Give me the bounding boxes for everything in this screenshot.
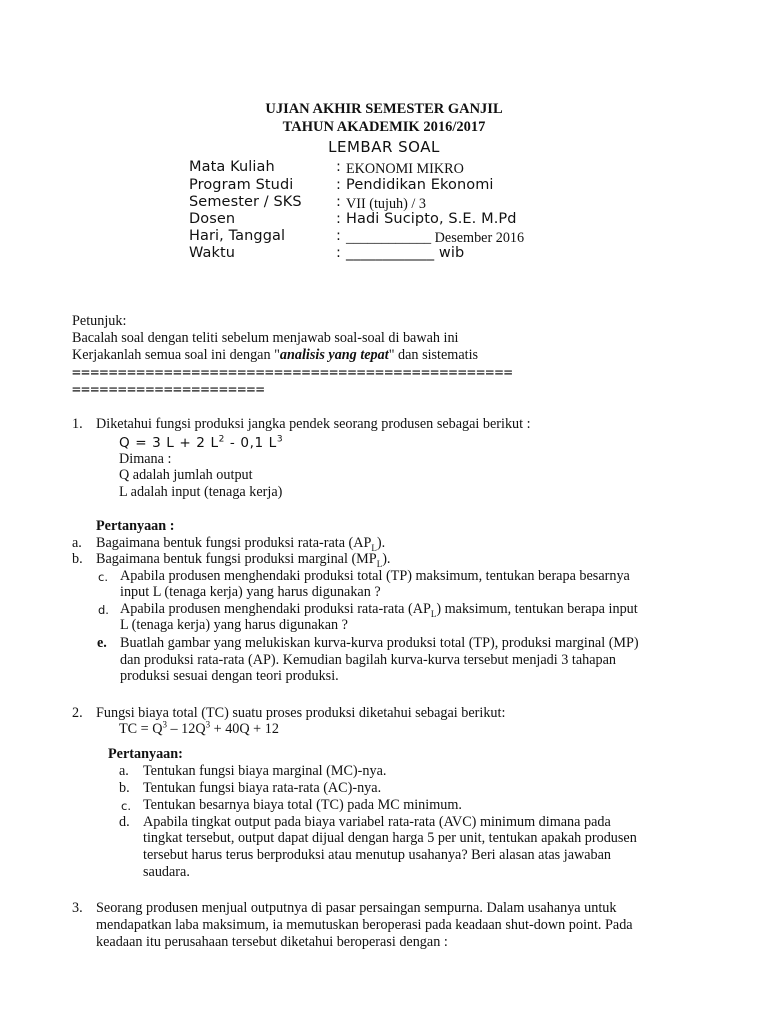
question-number: 2. [72,705,83,721]
sub-question-cont: L (tenaga kerja) yang harus digunakan ? [120,617,348,633]
questions-heading: Pertanyaan : [96,518,175,534]
question-text-cont: mendapatkan laba maksimum, ia memutuskan beroperasi pada keadaan shut-down point. Pada [96,917,633,933]
info-value-program: Pendidikan Ekonomi [346,177,494,193]
item-mark: d. [98,603,109,617]
exam-title: UJIAN AKHIR SEMESTER GANJIL [265,101,503,117]
info-label: Mata Kuliah [189,159,275,175]
sub-question: Apabila produsen menghendaki produksi total (TP) maksimum, tentukan berapa besarnya [120,568,630,584]
info-label: Dosen [189,211,236,227]
info-value-semester: VII (tujuh) / 3 [346,196,426,212]
info-colon: : [336,177,341,193]
info-colon: : [336,194,341,210]
info-colon: : [336,159,341,175]
item-mark: e. [97,635,107,651]
info-colon: : [336,211,341,227]
sheet-title: LEMBAR SOAL [328,138,440,156]
question-text: Diketahui fungsi produksi jangka pendek seorang produsen sebagai berikut : [96,416,531,432]
question-number: 1. [72,416,83,432]
emphasis-text: analisis yang tepat [279,347,389,363]
item-mark: a. [119,763,129,779]
instructions-line: Kerjakanlah semua soal ini dengan "analisis yang tepat" dan sistematis [72,347,479,363]
question-text: Fungsi biaya total (TC) suatu proses produksi diketahui sebagai berikut: [96,705,506,721]
info-label: Hari, Tanggal [189,228,286,244]
definition-line: L adalah input (tenaga kerja) [119,484,283,500]
question-text: Seorang produsen menjual outputnya di pasar persaingan sempurna. Dalam usahanya untuk [96,900,617,916]
info-value-course: EKONOMI MIKRO [346,161,464,177]
academic-year: TAHUN AKADEMIK 2016/2017 [282,119,486,135]
sub-question: Tentukan fungsi biaya marginal (MC)-nya. [143,763,387,779]
info-colon: : [336,228,341,244]
divider-rule: ================================================ [72,364,513,381]
sub-question: Tentukan fungsi biaya rata-rata (AC)-nya. [143,780,382,796]
sub-question-cont: saudara. [143,864,190,880]
sub-question-cont: input L (tenaga kerja) yang harus digunakan ? [120,584,381,600]
sub-question-cont: tingkat tersebut, output dapat dijual dengan harga 5 per unit, tentukan apakah produsen [143,830,637,846]
item-mark: c. [121,799,131,813]
sub-question: Bagaimana bentuk fungsi produksi marginal $(MP_L)$. [96,551,391,569]
sub-question-cont: tersebut harus terus berproduksi atau menutup usahanya? Beri alasan atas jawaban [143,847,612,863]
info-colon: : [336,245,341,261]
sub-question-cont: dan produksi rata-rata (AP). Kemudian bagilah kurva-kurva tersebut menjadi 3 tahapan [120,652,616,668]
sub-question: Apabila produsen menghendaki produksi rata-rata $(AP_L)$ maksimum, tentukan berapa input [120,601,638,619]
instructions-line: Bacalah soal dengan teliti sebelum menjawab soal-soal di bawah ini [72,330,459,346]
sub-question: Buatlah gambar yang melukiskan kurva-kurva produksi total (TP), produksi marginal (MP) [120,635,639,651]
definition-heading: Dimana : [119,451,172,467]
item-mark: b. [72,551,83,567]
info-label: Semester / SKS [189,194,302,210]
info-value-lecturer: Hadi Sucipto, S.E. M.Pd [346,211,517,227]
info-value-time: ____________ wib [346,245,465,261]
info-label: Program Studi [189,177,294,193]
instructions-heading: Petunjuk: [72,313,127,329]
sub-question: Apabila tingkat output pada biaya variabel rata-rata (AVC) minimum dimana pada [143,814,611,830]
cost-function: TC = $Q^3 - 12Q^3 + 40Q + 12$ [119,719,279,737]
item-mark: a. [72,535,82,551]
sub-question-cont: produksi sesuai dengan teori produksi. [120,668,339,684]
questions-heading: Pertanyaan: [108,746,183,762]
item-mark: b. [119,780,130,796]
question-number: 3. [72,900,83,916]
info-label: Waktu [189,245,236,261]
info-value-date: ____________ Desember 2016 [346,230,525,246]
production-function: Q = 3 L + 2 $L^2 - 0,1$ $L^3$ [119,434,284,451]
question-text-cont: keadaan itu perusahaan tersebut diketahui beroperasi dengan : [96,934,448,950]
sub-question: Bagaimana bentuk fungsi produksi rata-rata $(AP_L)$. [96,535,386,553]
item-mark: d. [119,814,130,830]
item-mark: c. [98,570,108,584]
definition-line: Q adalah jumlah output [119,467,253,483]
sub-question: Tentukan besarnya biaya total (TC) pada MC minimum. [143,797,462,813]
divider-rule: ===================== [72,381,265,398]
